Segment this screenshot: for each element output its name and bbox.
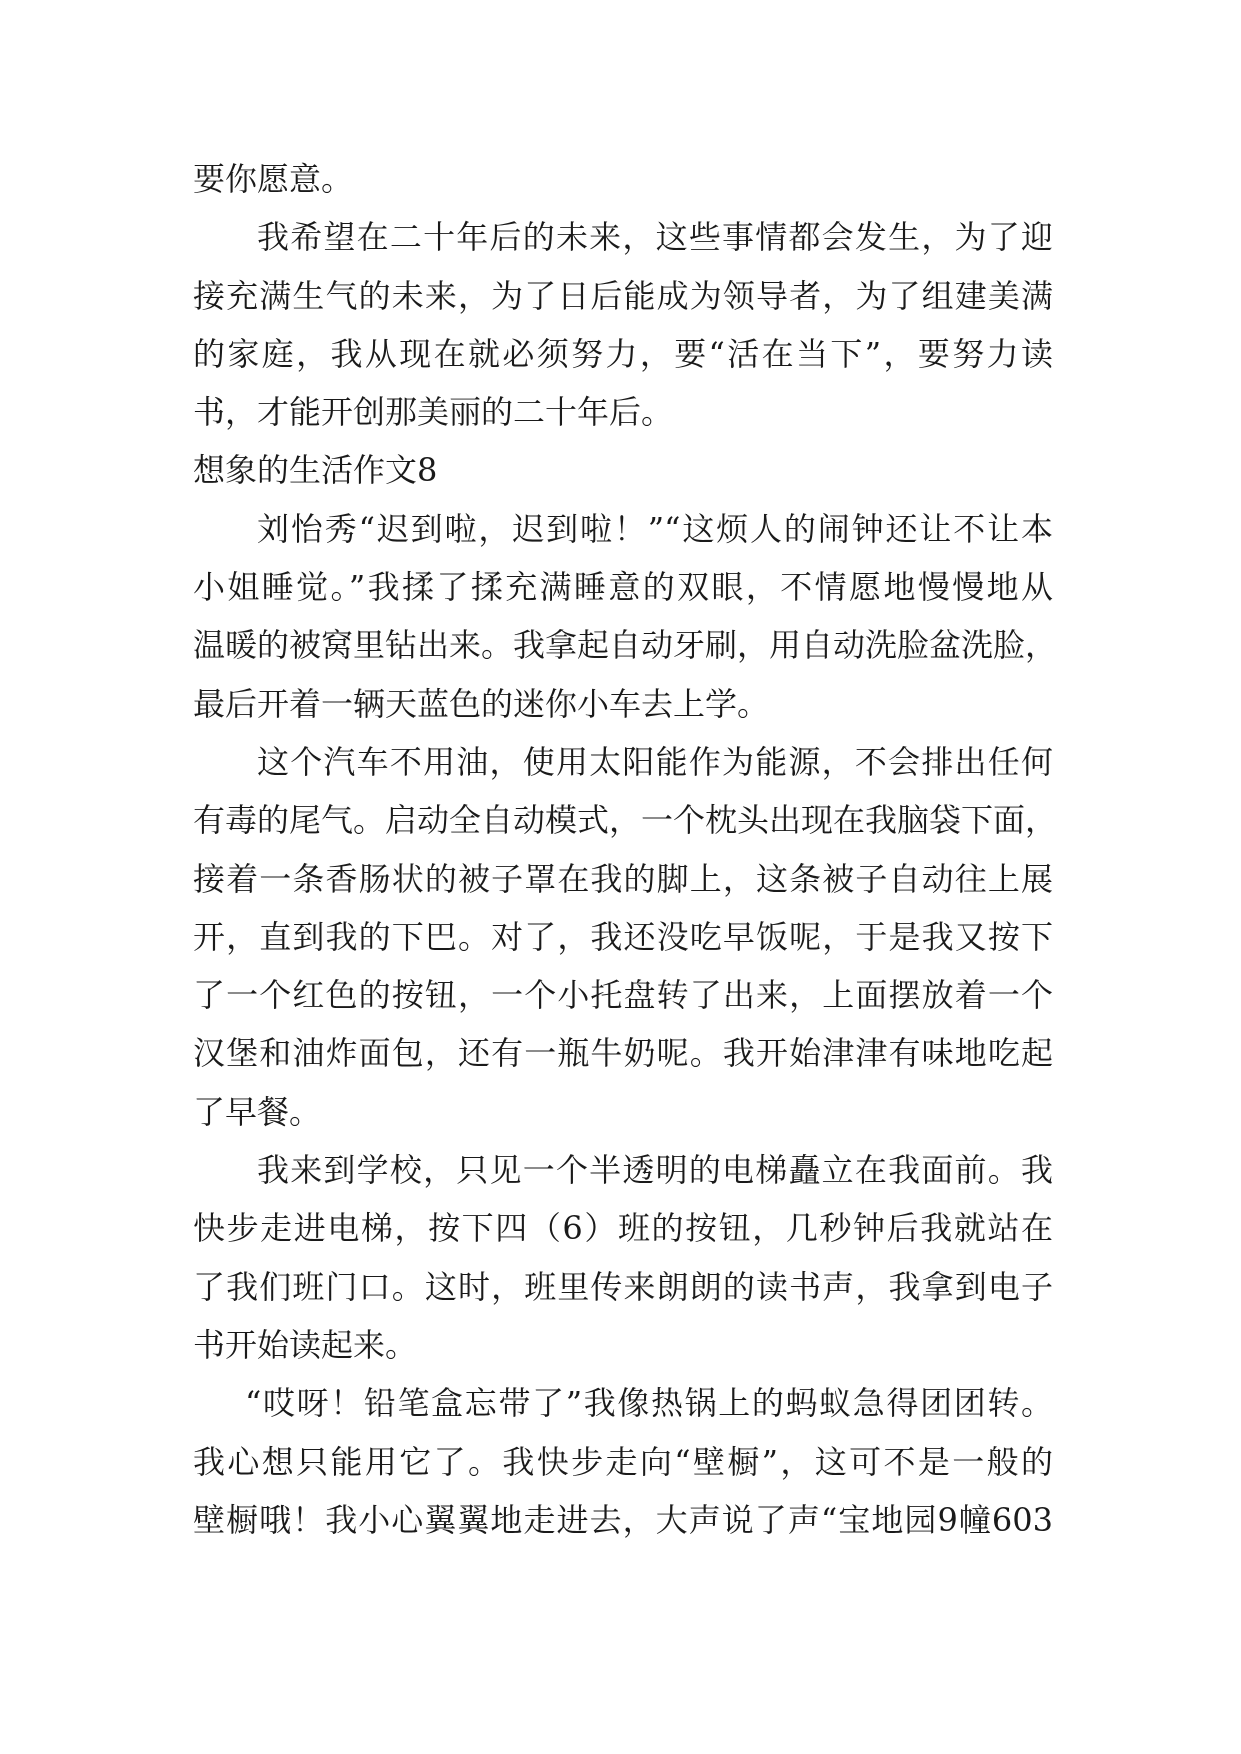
text-line: “哎呀！铅笔盒忘带了”我像热锅上的蚂蚁急得团团转。 — [245, 1384, 1053, 1423]
text-line: 接着一条香肠状的被子罩在我的脚上，这条被子自动往上展 — [193, 859, 1053, 898]
text-line: 小姐睡觉。”我揉了揉充满睡意的双眼，不情愿地慢慢地从 — [193, 568, 1053, 607]
text-line: 了我们班门口。这时，班里传来朗朗的读书声，我拿到电子 — [193, 1267, 1053, 1306]
document-page — [193, 150, 1058, 1549]
paragraph — [193, 733, 1058, 1141]
text-line: 壁橱哦！我小心翼翼地走进去，大声说了声“宝地园9幢603 — [193, 1500, 1053, 1539]
text-line: 刘怡秀“迟到啦，迟到啦！”“这烦人的闹钟还让不让本 — [257, 509, 1053, 548]
paragraph — [193, 150, 1053, 208]
text-line: 这个汽车不用油，使用太阳能作为能源，不会排出任何 — [257, 742, 1053, 781]
text-line: 快步走进电梯，按下四（6）班的按钮，几秒钟后我就站在 — [193, 1209, 1053, 1248]
text-line: 汉堡和油炸面包，还有一瓶牛奶呢。我开始津津有味地吃起 — [193, 1034, 1053, 1073]
paragraph — [193, 500, 1058, 733]
paragraph — [193, 208, 1053, 441]
text-line: 要你愿意。 — [193, 160, 354, 198]
text-line: 我希望在二十年后的未来，这些事情都会发生，为了迎 — [257, 218, 1053, 257]
text-line: 我心想只能用它了。我快步走向“壁橱”，这可不是一般的 — [193, 1442, 1053, 1481]
text-line: 了早餐。 — [193, 1092, 322, 1131]
section-heading: 想象的生活作文8 — [193, 451, 438, 490]
text-line: 开，直到我的下巴。对了，我还没吃早饭呢，于是我又按下 — [193, 917, 1053, 956]
text-line: 了一个红色的按钮，一个小托盘转了出来，上面摆放着一个 — [193, 976, 1053, 1015]
text-line: 最后开着一辆天蓝色的迷你小车去上学。 — [193, 684, 770, 723]
text-line: 书开始读起来。 — [193, 1325, 418, 1364]
text-line: 温暖的被窝里钻出来。我拿起自动牙刷，用自动洗脸盆洗脸， — [193, 626, 1058, 665]
text-line: 接充满生气的未来，为了日后能成为领导者，为了组建美满 — [193, 276, 1053, 315]
paragraph — [193, 1374, 1053, 1549]
paragraph — [193, 1141, 1053, 1374]
text-line: 书，才能开创那美丽的二十年后。 — [193, 393, 674, 432]
text-line: 的家庭，我从现在就必须努力，要“活在当下”，要努力读 — [193, 334, 1053, 373]
text-line: 有毒的尾气。启动全自动模式，一个枕头出现在我脑袋下面， — [193, 801, 1058, 840]
text-line: 我来到学校，只见一个半透明的电梯矗立在我面前。我 — [257, 1151, 1053, 1190]
